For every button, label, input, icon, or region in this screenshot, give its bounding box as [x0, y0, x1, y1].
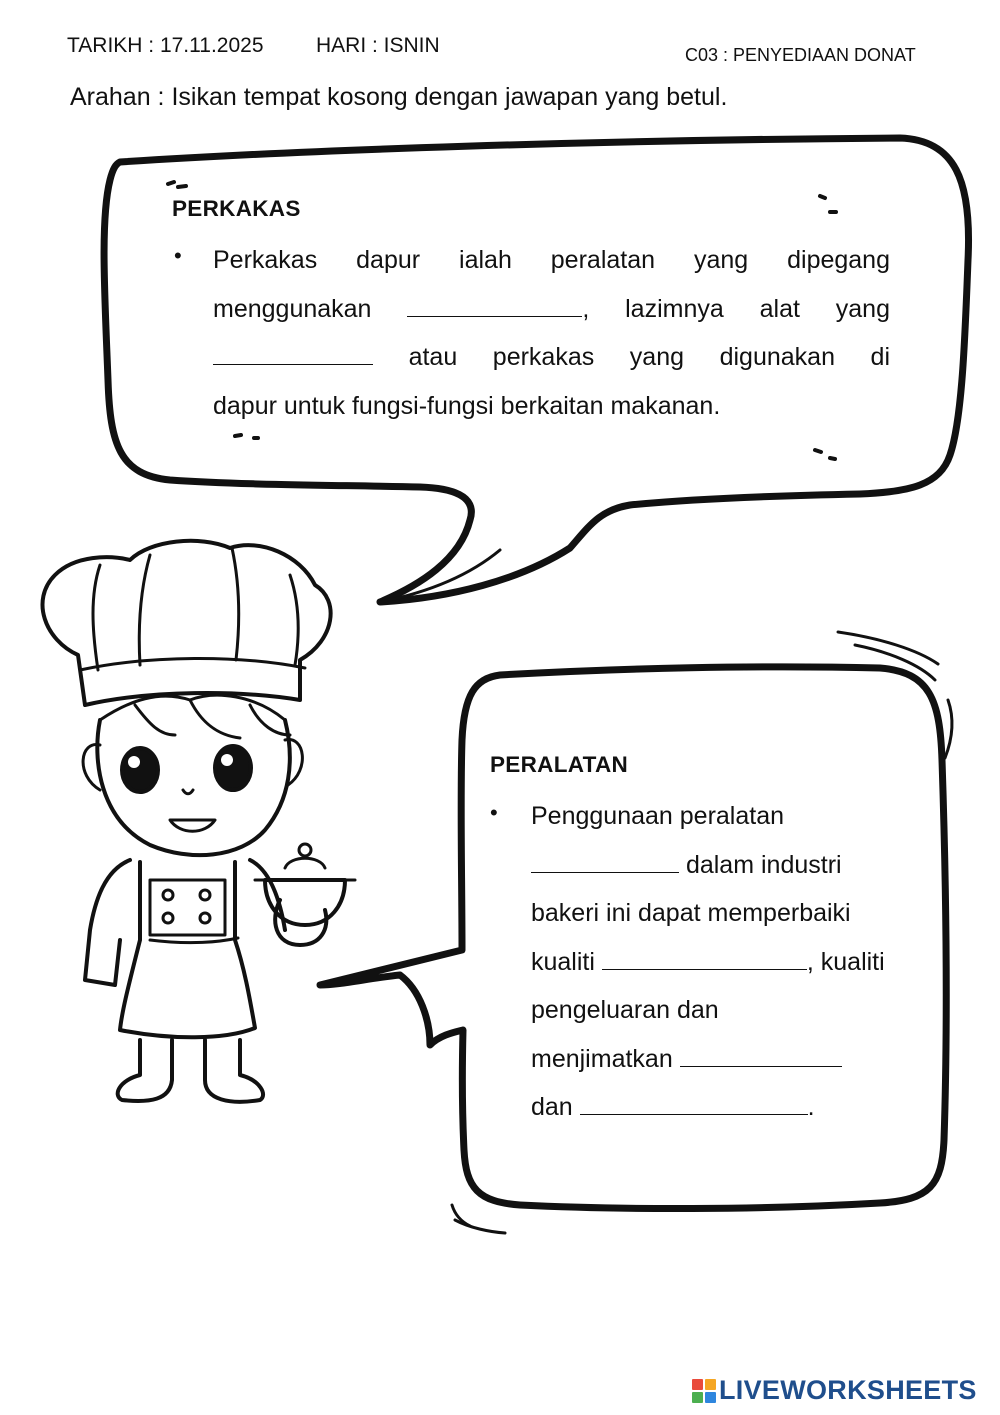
bubble2-title: PERALATAN [490, 752, 629, 777]
logo-square-orange [705, 1379, 716, 1390]
bubble2-line-7-tail: . [807, 1093, 815, 1121]
bubble2-line-4 [531, 938, 931, 987]
blank-4-input[interactable] [602, 942, 807, 970]
instruction-text: Arahan : Isikan tempat kosong dengan jawapan yang betul. [70, 83, 728, 111]
logo-square-blue [705, 1392, 716, 1403]
bubble1-line-3 [213, 333, 890, 382]
bubble1-line-2-text: menggunakan [213, 294, 372, 323]
topic-code: C03 : PENYEDIAAN DONAT [685, 45, 916, 65]
blank-5-input[interactable] [680, 1039, 842, 1067]
chef-hat-icon [43, 541, 331, 705]
day-label: HARI : ISNIN [316, 34, 440, 57]
bubble2-line-3: bakeri ini dapat memperbaiki [531, 899, 851, 927]
blank-2-input[interactable] [213, 337, 373, 365]
bubble1-bullet: • [174, 243, 182, 268]
blank-6-input[interactable] [580, 1087, 808, 1115]
blank-1-input[interactable] [407, 289, 582, 317]
bubble1-paragraph [213, 236, 890, 430]
liveworksheets-logo [692, 1375, 977, 1406]
bubble1-line-2 [213, 285, 890, 334]
bubble2-line-7-text: dan [531, 1093, 580, 1121]
bubble2-line-4-tail: , kualiti [806, 947, 885, 976]
bubble2-line-1: Penggunaan peralatan [531, 802, 785, 830]
bubble2-line-7 [531, 1083, 931, 1132]
bubble2-line-6 [531, 1035, 931, 1084]
bubble2-line-2 [531, 841, 931, 890]
bubble2-line-4-text: kualiti [531, 947, 602, 976]
bubble2-line-6-text: menjimatkan [531, 1044, 680, 1073]
bubble1-line-3-text: atau perkakas yang digunakan di [408, 343, 890, 371]
bubble1-line-4: dapur untuk fungsi-fungsi berkaitan makanan. [213, 391, 721, 420]
liveworksheets-wordmark: LIVEWORKSHEETS [719, 1375, 977, 1405]
logo-square-red [692, 1379, 703, 1390]
liveworksheets-logo-icon [692, 1379, 716, 1403]
bubble2-bullet: • [490, 800, 498, 825]
bubble2-line-2-text: dalam industri [679, 850, 842, 879]
bubble1-line-2-tail: , lazimnya alat yang [582, 294, 890, 323]
bubble1-line-1: Perkakas dapur ialah peralatan yang dipegang [213, 246, 890, 274]
chef-child-illustration [43, 541, 355, 1102]
bubble1-title: PERKAKAS [172, 196, 301, 221]
logo-square-green [692, 1392, 703, 1403]
bubble2-line-5: pengeluaran dan [531, 996, 719, 1024]
date-label: TARIKH : 17.11.2025 [67, 34, 264, 57]
bubble2-paragraph [531, 792, 931, 1132]
blank-3-input[interactable] [531, 845, 679, 873]
